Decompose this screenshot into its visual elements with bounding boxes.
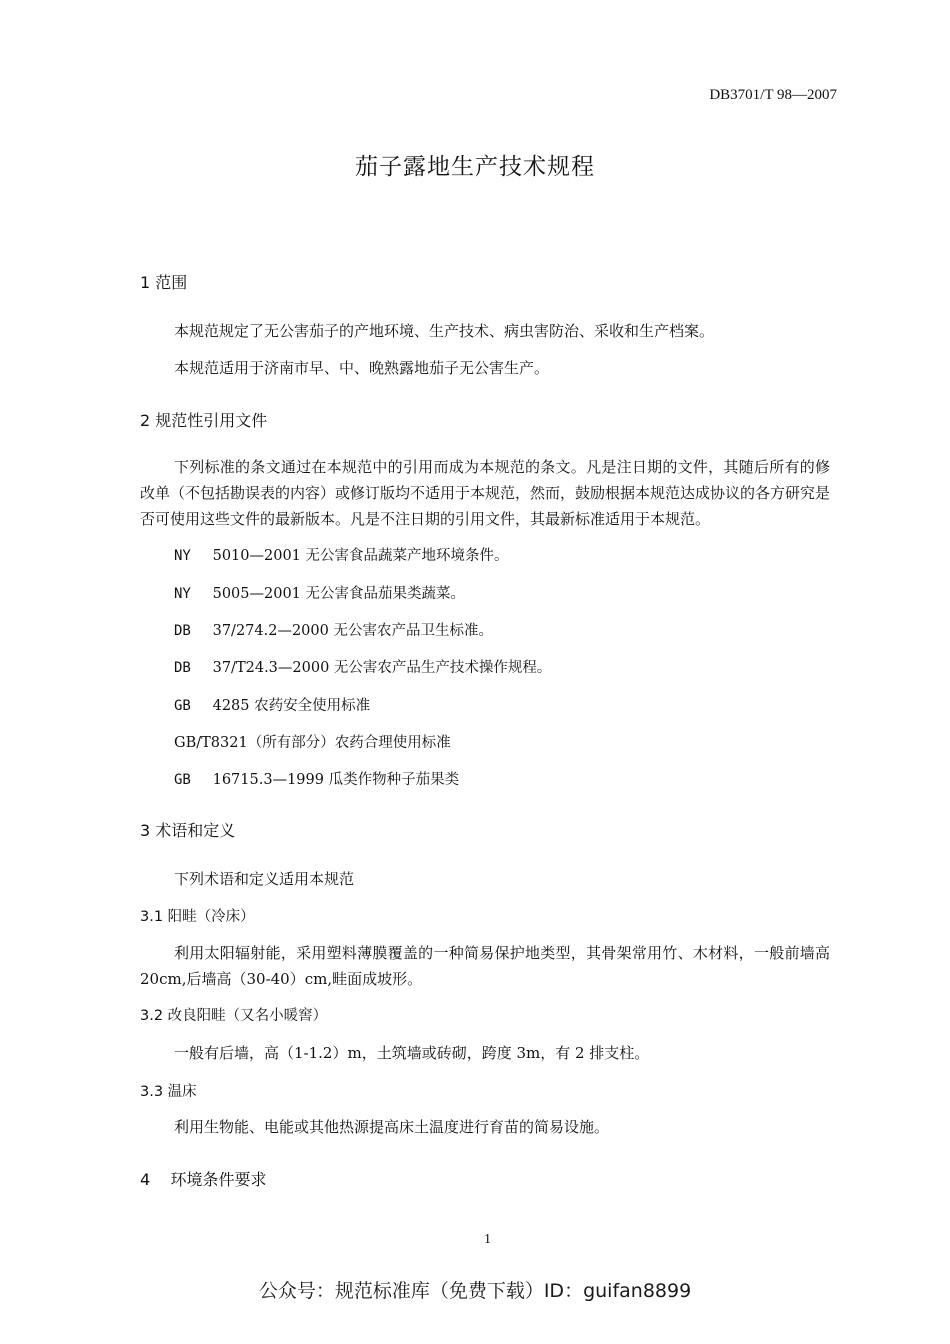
reference-item xyxy=(174,694,370,715)
section-3-heading: 3 术语和定义 xyxy=(140,821,236,840)
page-number: 1 xyxy=(484,1232,491,1247)
footer-watermark-text: 公众号：规范标准库（免费下载）ID：guifan8899 xyxy=(258,1280,692,1302)
reference-text: 37/T24.3—2000 无公害农产品生产技术操作规程。 xyxy=(212,660,552,676)
reference-prefix: GB xyxy=(174,698,191,714)
reference-prefix: NY xyxy=(174,548,191,564)
section-2-heading: 2 规范性引用文件 xyxy=(140,411,268,430)
reference-item xyxy=(174,582,465,603)
reference-text: 4285 农药安全使用标准 xyxy=(212,698,371,714)
reference-text: 5005—2001 无公害食品茄果类蔬菜。 xyxy=(212,586,466,602)
section-1-heading: 1 范围 xyxy=(140,273,188,292)
document-code: DB3701/T 98—2007 xyxy=(709,87,837,103)
reference-prefix: DB xyxy=(174,660,191,676)
reference-item xyxy=(174,544,509,565)
reference-text: 16715.3—1999 瓜类作物种子茄果类 xyxy=(212,772,460,788)
section-3-intro: 下列术语和定义适用本规范 xyxy=(174,870,355,888)
reference-item xyxy=(174,656,551,677)
reference-item xyxy=(174,731,451,752)
reference-prefix: DB xyxy=(174,623,191,639)
reference-text: 37/274.2—2000 无公害农产品卫生标准。 xyxy=(212,623,493,639)
section-1-paragraph-1: 本规范规定了无公害茄子的产地环境、生产技术、病虫害防治、采收和生产档案。 xyxy=(174,322,715,340)
reference-text: 5010—2001 无公害食品蔬菜产地环境条件。 xyxy=(212,548,509,564)
reference-prefix: GB xyxy=(174,772,191,788)
document-title: 茄子露地生产技术规程 xyxy=(355,154,595,180)
section-1-paragraph-2: 本规范适用于济南市早、中、晚熟露地茄子无公害生产。 xyxy=(174,359,550,377)
section-2-intro: 下列标准的条文通过在本规范中的引用而成为本规范的条文。凡是注日期的文件，其随后所有的修改单（不包括勘误表的内容）或修订版均不适用于本规范，然而，鼓励根据本规范达成协议的各方研究是否可使用这些文件的最新版本。凡是不注日期的引用文件，其最新标准适用于本规范。 xyxy=(140,458,831,528)
term-3-3-definition: 利用生物能、电能或其他热源提高床土温度进行育苗的简易设施。 xyxy=(174,1118,610,1136)
term-3-1-definition: 利用太阳辐射能，采用塑料薄膜覆盖的一种简易保护地类型，其骨架常用竹、木材料，一般前墙高 20cm,后墙高（30-40）cm,畦面成坡形。 xyxy=(140,944,830,988)
term-3-2-definition: 一般有后墙，高（1-1.2）m，土筑墙或砖砌，跨度 3m，有 2 排支柱。 xyxy=(174,1044,650,1062)
section-4-heading: 4 环境条件要求 xyxy=(140,1170,267,1189)
reference-item xyxy=(174,619,493,640)
reference-item xyxy=(174,768,459,789)
term-3-1-heading: 3.1 阳畦（冷床） xyxy=(140,909,255,925)
term-3-3-heading: 3.3 温床 xyxy=(140,1084,197,1100)
reference-text: GB/T8321（所有部分）农药合理使用标准 xyxy=(174,735,451,751)
reference-prefix: NY xyxy=(174,586,191,602)
term-3-2-heading: 3.2 改良阳畦（又名小暖窖） xyxy=(140,1008,328,1024)
